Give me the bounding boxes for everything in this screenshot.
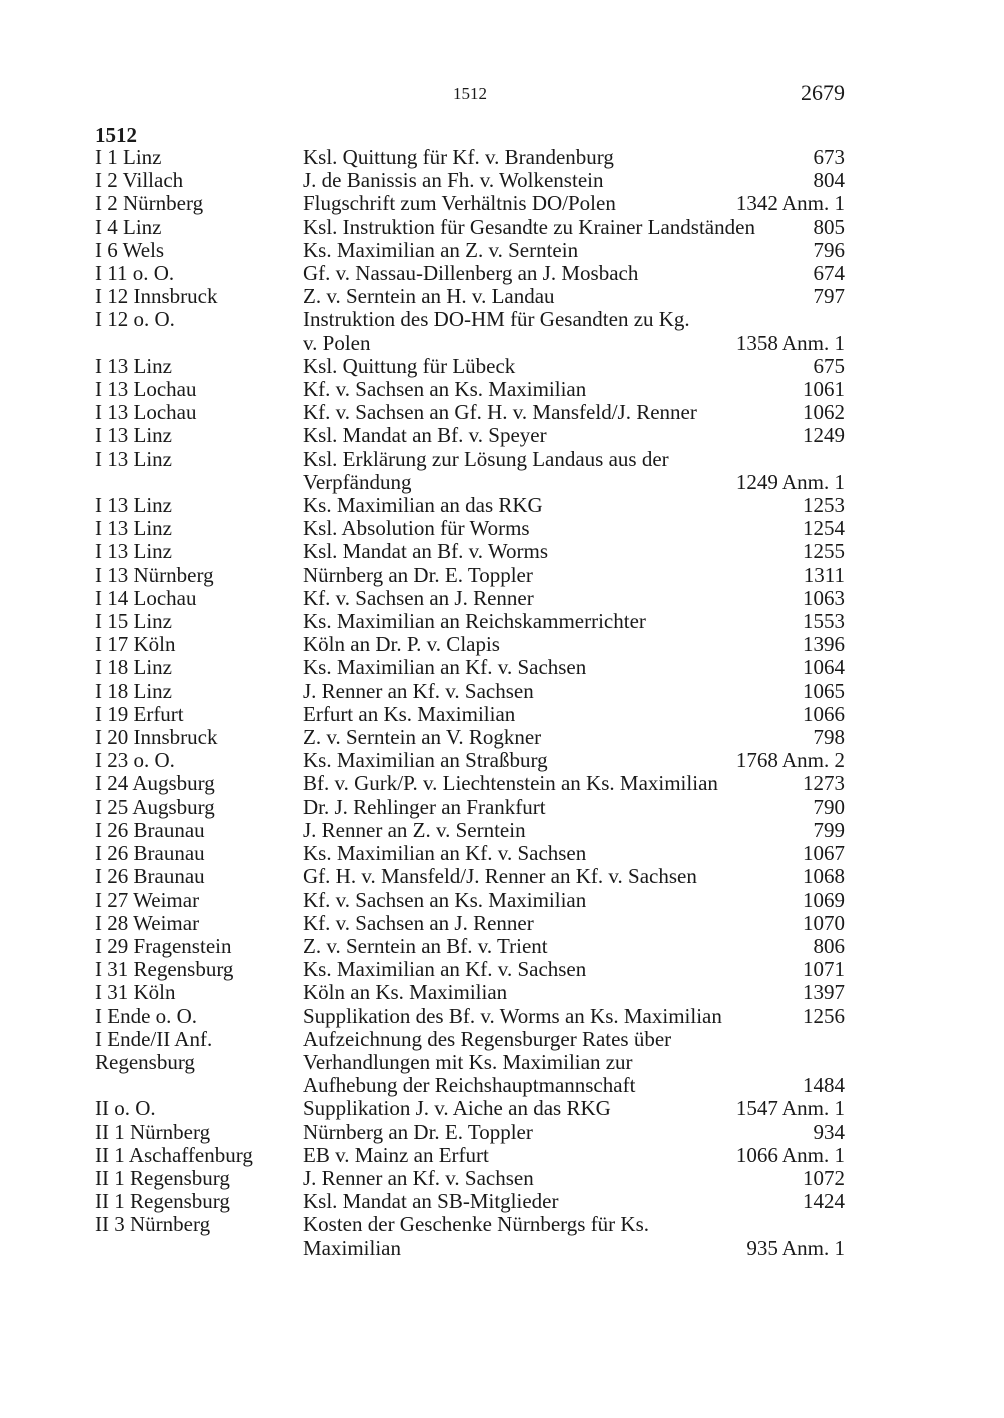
entry-text-line: v. Polen (303, 330, 371, 355)
entry-text-line: Aufzeichnung des Regensburger Rates über (303, 1026, 672, 1051)
entry-date-line: I 26 Braunau (95, 841, 205, 866)
entry-description (303, 958, 845, 981)
entry-text-line: Nürnberg an Dr. E. Toppler (303, 1119, 533, 1144)
entry-reference-number: 1064 (803, 655, 845, 680)
entry-date-place (95, 865, 303, 888)
entry-text-line: Ks. Maximilian an das RKG (303, 493, 543, 518)
entry-date-line: I 24 Augsburg (95, 771, 215, 796)
entry-date-place (95, 1190, 303, 1213)
entry-date-place (95, 587, 303, 610)
entry-text-line: Ks. Maximilian an Kf. v. Sachsen (303, 841, 587, 866)
entry-date-line: II 1 Aschaffenburg (95, 1142, 253, 1167)
register-entry (95, 1213, 845, 1259)
register-entry (95, 378, 845, 401)
entry-reference-number: 1253 (803, 493, 845, 518)
entry-reference-number: 675 (813, 353, 845, 378)
entry-reference-number: 804 (813, 168, 845, 193)
entry-reference-number: 1768 Anm. 2 (735, 748, 845, 773)
entry-date-place (95, 192, 303, 215)
entry-date-line: I 26 Braunau (95, 864, 205, 889)
entry-text-line: Flugschrift zum Verhältnis DO/Polen (303, 191, 616, 216)
register-entry (95, 656, 845, 679)
entry-date-line: I 15 Linz (95, 609, 172, 634)
register-entry (95, 610, 845, 633)
entry-text-line: Supplikation des Bf. v. Worms an Ks. Maximilian (303, 1003, 722, 1028)
entry-description (303, 726, 845, 749)
register-entry (95, 169, 845, 192)
entry-description (303, 680, 845, 703)
entry-reference-number: 1255 (803, 539, 845, 564)
entry-description (303, 1190, 845, 1213)
entry-date-place (95, 401, 303, 424)
entry-reference-number: 934 (813, 1119, 845, 1144)
entry-reference-number: 1397 (803, 980, 845, 1005)
register-entry (95, 216, 845, 239)
entry-date-place (95, 494, 303, 517)
entry-date-place (95, 169, 303, 192)
entry-text-line: Köln an Dr. P. v. Clapis (303, 632, 500, 657)
entry-date-line: I 13 Nürnberg (95, 562, 214, 587)
entry-date-line: I 13 Linz (95, 353, 172, 378)
entry-text-line: Instruktion des DO-HM für Gesandten zu Kg. (303, 307, 690, 332)
entry-reference-number: 806 (813, 933, 845, 958)
entry-date-place (95, 610, 303, 633)
register-entry (95, 842, 845, 865)
entry-reference-number: 1069 (803, 887, 845, 912)
entry-text-line: Kf. v. Sachsen an Ks. Maximilian (303, 377, 587, 402)
entry-text-line: Kosten der Geschenke Nürnbergs für Ks. (303, 1212, 650, 1237)
entry-date-place (95, 680, 303, 703)
entry-date-line: I 18 Linz (95, 678, 172, 703)
entry-description (303, 401, 845, 424)
entry-reference-number: 1311 (803, 562, 845, 587)
entry-text-line: Gf. v. Nassau-Dillenberg an J. Mosbach (303, 261, 639, 286)
entry-date-place (95, 517, 303, 540)
register-entry (95, 796, 845, 819)
entry-date-line: I 4 Linz (95, 214, 162, 239)
entry-description (303, 772, 845, 795)
entry-description (303, 564, 845, 587)
register-entry (95, 1005, 845, 1028)
entry-date-line: I 29 Fragenstein (95, 933, 232, 958)
entry-date-place (95, 216, 303, 239)
entry-date-place (95, 981, 303, 1004)
entry-text-line: Kf. v. Sachsen an Gf. H. v. Mansfeld/J. Renner (303, 400, 697, 425)
register-entry (95, 935, 845, 958)
entry-reference-number: 1062 (803, 400, 845, 425)
entry-text-line: Ksl. Mandat an Bf. v. Worms (303, 539, 549, 564)
entry-description (303, 239, 845, 262)
entry-date-place (95, 912, 303, 935)
entry-date-place (95, 308, 303, 354)
entry-reference-number: 1068 (803, 864, 845, 889)
entry-description (303, 587, 845, 610)
entry-reference-number: 797 (813, 284, 845, 309)
entry-list (95, 146, 845, 1260)
register-entry (95, 889, 845, 912)
entry-text-line: Supplikation J. v. Aiche an das RKG (303, 1096, 611, 1121)
entry-description (303, 1167, 845, 1190)
entry-date-line: II 1 Nürnberg (95, 1119, 211, 1144)
entry-description (303, 656, 845, 679)
entry-date-place (95, 378, 303, 401)
register-entry (95, 239, 845, 262)
entry-reference-number: 1249 (803, 423, 845, 448)
entry-date-place (95, 796, 303, 819)
entry-date-place (95, 703, 303, 726)
entry-text-line: Aufhebung der Reichshauptmannschaft (303, 1073, 636, 1098)
register-entry (95, 1190, 845, 1213)
entry-date-line: II 1 Regensburg (95, 1189, 230, 1214)
entry-reference-number: 1256 (803, 1003, 845, 1028)
entry-reference-number: 1342 Anm. 1 (735, 191, 845, 216)
entry-date-line: Regensburg (95, 1049, 195, 1074)
register-entry (95, 958, 845, 981)
entry-date-place (95, 726, 303, 749)
entry-description (303, 424, 845, 447)
entry-reference-number: 673 (813, 145, 845, 169)
entry-text-line: Ksl. Erklärung zur Lösung Landaus aus der (303, 446, 669, 471)
register-entry (95, 1121, 845, 1144)
entry-date-place (95, 842, 303, 865)
entry-date-place (95, 1028, 303, 1098)
entry-date-place (95, 1144, 303, 1167)
register-entry (95, 517, 845, 540)
entry-description (303, 494, 845, 517)
entry-reference-number: 1065 (803, 678, 845, 703)
entry-text-line: Ks. Maximilian an Z. v. Serntein (303, 237, 579, 262)
entry-date-place (95, 1005, 303, 1028)
entry-text-line: Z. v. Serntein an V. Rogkner (303, 725, 542, 750)
entry-date-line: I 12 Innsbruck (95, 284, 218, 309)
entry-description (303, 1213, 845, 1259)
entry-text-line: Maximilian (303, 1235, 401, 1260)
entry-description (303, 146, 845, 169)
entry-reference-number: 1066 Anm. 1 (735, 1142, 845, 1167)
entry-description (303, 285, 845, 308)
entry-description (303, 1097, 845, 1120)
entry-text-line: J. Renner an Kf. v. Sachsen (303, 1165, 534, 1190)
entry-reference-number: 1066 (803, 701, 845, 726)
register-entry (95, 146, 845, 169)
entry-date-place (95, 1121, 303, 1144)
entry-description (303, 1144, 845, 1167)
entry-description (303, 935, 845, 958)
entry-text-line: Ks. Maximilian an Kf. v. Sachsen (303, 957, 587, 982)
entry-date-line: I 6 Wels (95, 237, 165, 262)
entry-date-line: I Ende o. O. (95, 1003, 198, 1028)
register-entry (95, 424, 845, 447)
entry-date-line: I 17 Köln (95, 632, 176, 657)
entry-reference-number: 1071 (803, 957, 845, 982)
entry-description (303, 169, 845, 192)
entry-text-line: Bf. v. Gurk/P. v. Liechtenstein an Ks. Maximilian (303, 771, 718, 796)
entry-description (303, 981, 845, 1004)
register-entry (95, 1097, 845, 1120)
entry-text-line: Ksl. Absolution für Worms (303, 516, 530, 541)
entry-date-place (95, 935, 303, 958)
entry-date-place (95, 749, 303, 772)
entry-reference-number: 1547 Anm. 1 (735, 1096, 845, 1121)
entry-reference-number: 1061 (803, 377, 845, 402)
entry-text-line: Verpfändung (303, 469, 412, 494)
entry-reference-number: 1358 Anm. 1 (735, 330, 845, 355)
entry-text-line: Ksl. Mandat an Bf. v. Speyer (303, 423, 547, 448)
entry-reference-number: 1249 Anm. 1 (735, 469, 845, 494)
entry-text-line: Z. v. Serntein an Bf. v. Trient (303, 933, 548, 958)
entry-reference-number: 1553 (803, 609, 845, 634)
section-year-heading: 1512 (95, 123, 137, 147)
entry-date-place (95, 239, 303, 262)
entry-date-line: I 19 Erfurt (95, 701, 184, 726)
entry-description (303, 889, 845, 912)
entry-reference-number: 935 Anm. 1 (746, 1235, 845, 1260)
entry-text-line: J. Renner an Z. v. Serntein (303, 817, 526, 842)
entry-text-line: J. Renner an Kf. v. Sachsen (303, 678, 534, 703)
entry-date-place (95, 633, 303, 656)
entry-date-place (95, 448, 303, 494)
entry-date-line: II o. O. (95, 1096, 156, 1121)
entry-date-line: I 28 Weimar (95, 910, 200, 935)
entry-reference-number: 674 (813, 261, 845, 286)
entry-description (303, 1121, 845, 1144)
entry-date-place (95, 146, 303, 169)
entry-reference-number: 805 (813, 214, 845, 239)
entry-text-line: Kf. v. Sachsen an J. Renner (303, 585, 534, 610)
entry-text-line: Kf. v. Sachsen an J. Renner (303, 910, 534, 935)
entry-date-line: I 20 Innsbruck (95, 725, 218, 750)
entry-description (303, 633, 845, 656)
entry-description (303, 378, 845, 401)
entry-date-line: I 27 Weimar (95, 887, 200, 912)
entry-description (303, 262, 845, 285)
entry-date-line: I 18 Linz (95, 655, 172, 680)
entry-date-line: I 2 Nürnberg (95, 191, 204, 216)
entry-text-line: Kf. v. Sachsen an Ks. Maximilian (303, 887, 587, 912)
register-entry (95, 912, 845, 935)
entry-description (303, 192, 845, 215)
entry-description (303, 1028, 845, 1098)
entry-date-place (95, 262, 303, 285)
entry-date-line: I 31 Regensburg (95, 957, 234, 982)
entry-reference-number: 1396 (803, 632, 845, 657)
entry-date-line: I 1 Linz (95, 145, 162, 169)
entry-date-place (95, 819, 303, 842)
entry-text-line: J. de Banissis an Fh. v. Wolkenstein (303, 168, 604, 193)
entry-text-line: Verhandlungen mit Ks. Maximilian zur (303, 1049, 633, 1074)
entry-description (303, 540, 845, 563)
entry-text-line: Ksl. Quittung für Lübeck (303, 353, 516, 378)
entry-date-line: I 14 Lochau (95, 585, 197, 610)
entry-description (303, 517, 845, 540)
entry-reference-number: 1424 (803, 1189, 845, 1214)
entry-description (303, 355, 845, 378)
entry-text-line: Z. v. Serntein an H. v. Landau (303, 284, 555, 309)
entry-text-line: Ksl. Instruktion für Gesandte zu Krainer Landständen (303, 214, 755, 239)
entry-date-line: I 2 Villach (95, 168, 184, 193)
entry-date-line: I 23 o. O. (95, 748, 175, 773)
entry-date-line: I 12 o. O. (95, 307, 175, 332)
entry-date-line: I 13 Lochau (95, 400, 197, 425)
entry-date-place (95, 889, 303, 912)
register-entry (95, 355, 845, 378)
entry-reference-number: 1070 (803, 910, 845, 935)
entry-description (303, 796, 845, 819)
register-entry (95, 1167, 845, 1190)
entry-description (303, 749, 845, 772)
entry-date-place (95, 958, 303, 981)
entry-date-place (95, 540, 303, 563)
entry-date-line: I 13 Linz (95, 493, 172, 518)
entry-text-line: Ksl. Mandat an SB-Mitglieder (303, 1189, 559, 1214)
register-entry (95, 262, 845, 285)
entry-date-line: I 26 Braunau (95, 817, 205, 842)
entry-date-place (95, 1097, 303, 1120)
register-entry (95, 448, 845, 494)
entry-date-line: I 13 Linz (95, 446, 172, 471)
entry-text-line: Ks. Maximilian an Straßburg (303, 748, 548, 773)
register-entry (95, 192, 845, 215)
entry-text-line: Ks. Maximilian an Kf. v. Sachsen (303, 655, 587, 680)
entry-date-line: I 25 Augsburg (95, 794, 215, 819)
entry-reference-number: 1067 (803, 841, 845, 866)
register-entry (95, 772, 845, 795)
register-entry (95, 540, 845, 563)
entry-description (303, 912, 845, 935)
entry-description (303, 610, 845, 633)
entry-date-line: I 13 Linz (95, 516, 172, 541)
entry-date-line: I 13 Linz (95, 423, 172, 448)
register-entry (95, 587, 845, 610)
running-head (95, 80, 845, 108)
entry-date-line: II 1 Regensburg (95, 1165, 230, 1190)
register-entry (95, 401, 845, 424)
entry-date-line: I Ende/II Anf. (95, 1026, 213, 1051)
register-entry (95, 749, 845, 772)
register-entry (95, 819, 845, 842)
entry-text-line: Dr. J. Rehlinger an Frankfurt (303, 794, 546, 819)
entry-reference-number: 1254 (803, 516, 845, 541)
entry-date-line: I 13 Lochau (95, 377, 197, 402)
register-entry (95, 865, 845, 888)
entry-text-line: Erfurt an Ks. Maximilian (303, 701, 516, 726)
entry-date-place (95, 656, 303, 679)
entry-date-place (95, 285, 303, 308)
entry-reference-number: 1063 (803, 585, 845, 610)
running-title: 1512 (453, 84, 487, 103)
entry-date-place (95, 772, 303, 795)
register-entry (95, 1144, 845, 1167)
entry-reference-number: 796 (813, 237, 845, 262)
entry-reference-number: 790 (813, 794, 845, 819)
entry-text-line: Ks. Maximilian an Reichskammerrichter (303, 609, 646, 634)
entry-date-line: I 11 o. O. (95, 261, 175, 286)
entry-description (303, 703, 845, 726)
entry-reference-number: 1072 (803, 1165, 845, 1190)
register-entry (95, 726, 845, 749)
register-entry (95, 633, 845, 656)
register-entry (95, 285, 845, 308)
entry-description (303, 308, 845, 354)
register-entry (95, 703, 845, 726)
entry-reference-number: 798 (813, 725, 845, 750)
register-entry (95, 1028, 845, 1098)
entry-description (303, 448, 845, 494)
entry-description (303, 819, 845, 842)
entry-date-line: I 31 Köln (95, 980, 176, 1005)
register-entry (95, 494, 845, 517)
entry-description (303, 842, 845, 865)
entry-description (303, 216, 845, 239)
register-entry (95, 680, 845, 703)
entry-date-line: I 13 Linz (95, 539, 172, 564)
entry-description (303, 865, 845, 888)
page-number: 2679 (801, 80, 845, 105)
entry-text-line: Nürnberg an Dr. E. Toppler (303, 562, 533, 587)
entry-date-place (95, 424, 303, 447)
entry-description (303, 1005, 845, 1028)
register-entry (95, 564, 845, 587)
entry-date-place (95, 1213, 303, 1259)
entry-date-line: II 3 Nürnberg (95, 1212, 211, 1237)
entry-date-place (95, 355, 303, 378)
register-entry (95, 981, 845, 1004)
register-entry (95, 308, 845, 354)
entry-date-place (95, 564, 303, 587)
entry-text-line: Gf. H. v. Mansfeld/J. Renner an Kf. v. Sachsen (303, 864, 697, 889)
entry-date-place (95, 1167, 303, 1190)
entry-text-line: Ksl. Quittung für Kf. v. Brandenburg (303, 145, 614, 169)
entry-reference-number: 799 (813, 817, 845, 842)
entry-text-line: EB v. Mainz an Erfurt (303, 1142, 489, 1167)
entry-reference-number: 1484 (803, 1073, 845, 1098)
entry-reference-number: 1273 (803, 771, 845, 796)
entry-text-line: Köln an Ks. Maximilian (303, 980, 508, 1005)
